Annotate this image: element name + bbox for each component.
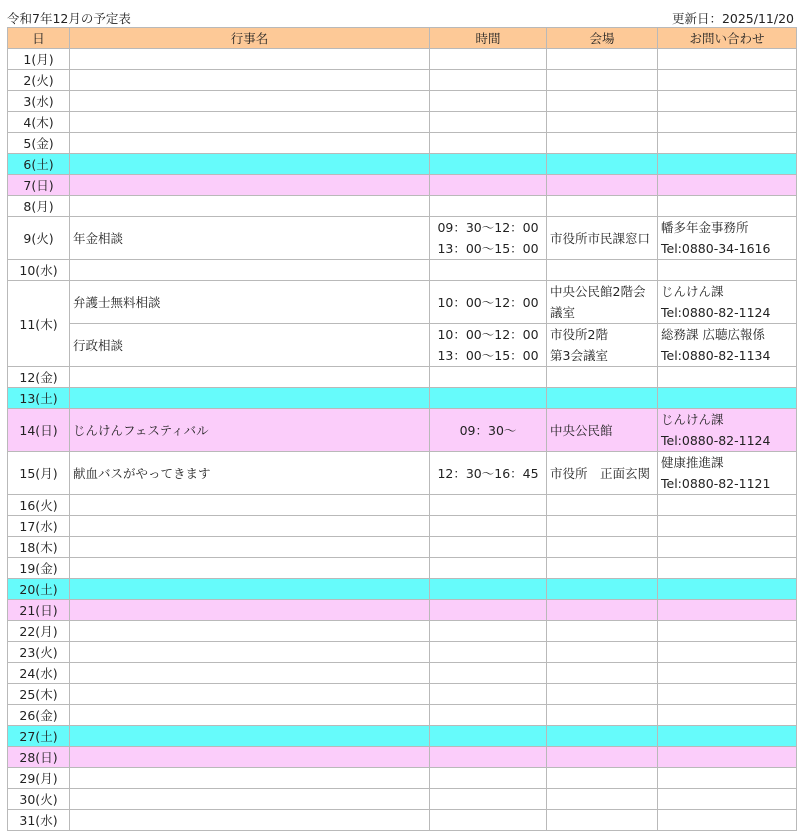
day-cell: 14(日)	[8, 409, 70, 452]
event-cell	[70, 49, 430, 70]
time-cell	[430, 133, 547, 154]
table-row-sunday	[8, 175, 797, 196]
table-row	[8, 642, 797, 663]
contact-cell	[658, 112, 797, 133]
contact-cell	[658, 579, 797, 600]
venue-cell: 中央公民館	[547, 409, 658, 452]
day-cell: 24(水)	[8, 663, 70, 684]
event-cell	[70, 726, 430, 747]
table-row-saturday	[8, 388, 797, 409]
table-row	[8, 91, 797, 112]
contact-line: 総務課 広聴広報係	[661, 327, 765, 342]
table-row	[8, 324, 797, 367]
venue-cell	[547, 558, 658, 579]
time-cell: 09：30～	[430, 409, 547, 452]
day-cell: 25(木)	[8, 684, 70, 705]
event-cell	[70, 789, 430, 810]
contact-cell	[658, 217, 797, 260]
day-cell: 27(土)	[8, 726, 70, 747]
table-row	[8, 537, 797, 558]
table-row-sunday	[8, 747, 797, 768]
table-row	[8, 49, 797, 70]
time-cell	[430, 684, 547, 705]
venue-line: 市役所2階	[550, 327, 608, 342]
event-cell	[70, 600, 430, 621]
venue-cell	[547, 768, 658, 789]
contact-line: 幡多年金事務所	[661, 220, 749, 235]
contact-cell	[658, 642, 797, 663]
table-row-saturday	[8, 154, 797, 175]
event-cell	[70, 91, 430, 112]
event-cell	[70, 175, 430, 196]
col-header-time: 時間	[430, 28, 547, 49]
contact-cell	[658, 154, 797, 175]
event-cell	[70, 621, 430, 642]
time-cell	[430, 789, 547, 810]
contact-line: 健康推進課	[661, 455, 724, 470]
day-cell: 9(火)	[8, 217, 70, 260]
time-cell	[430, 495, 547, 516]
time-cell	[430, 388, 547, 409]
venue-cell	[547, 705, 658, 726]
day-cell: 31(水)	[8, 810, 70, 831]
page-header	[0, 0, 800, 27]
day-cell: 28(日)	[8, 747, 70, 768]
table-row-saturday	[8, 579, 797, 600]
venue-cell	[547, 49, 658, 70]
venue-cell	[547, 810, 658, 831]
contact-cell	[658, 367, 797, 388]
contact-cell	[658, 558, 797, 579]
venue-cell	[547, 70, 658, 91]
day-cell: 26(金)	[8, 705, 70, 726]
contact-cell	[658, 747, 797, 768]
event-cell: 年金相談	[70, 217, 430, 260]
table-header-row	[8, 28, 797, 49]
venue-line: 中央公民館2階会	[550, 284, 646, 299]
day-cell: 15(月)	[8, 452, 70, 495]
event-cell	[70, 154, 430, 175]
time-cell	[430, 810, 547, 831]
contact-line: じんけん課	[661, 284, 724, 299]
day-cell: 29(月)	[8, 768, 70, 789]
day-cell: 13(土)	[8, 388, 70, 409]
event-cell	[70, 388, 430, 409]
col-header-event: 行事名	[70, 28, 430, 49]
table-row	[8, 684, 797, 705]
table-row	[8, 768, 797, 789]
venue-cell	[547, 154, 658, 175]
table-row	[8, 789, 797, 810]
time-line: 13：00～15：00	[437, 348, 539, 363]
contact-cell	[658, 409, 797, 452]
day-cell: 30(火)	[8, 789, 70, 810]
day-cell: 11(木)	[8, 281, 70, 367]
time-cell	[430, 91, 547, 112]
time-line: 09：30～12：00	[437, 220, 539, 235]
venue-cell	[547, 196, 658, 217]
time-cell: 12：30～16：45	[430, 452, 547, 495]
contact-cell	[658, 175, 797, 196]
day-cell: 22(月)	[8, 621, 70, 642]
table-row-sunday	[8, 409, 797, 452]
day-cell: 21(日)	[8, 600, 70, 621]
venue-line: 第3会議室	[550, 348, 608, 363]
contact-cell	[658, 810, 797, 831]
time-line: 10：00～12：00	[437, 327, 539, 342]
venue-cell	[547, 579, 658, 600]
venue-cell	[547, 112, 658, 133]
time-cell	[430, 367, 547, 388]
day-cell: 19(金)	[8, 558, 70, 579]
time-cell	[430, 49, 547, 70]
table-row	[8, 558, 797, 579]
event-cell	[70, 260, 430, 281]
venue-cell	[547, 367, 658, 388]
venue-cell	[547, 133, 658, 154]
event-cell	[70, 133, 430, 154]
event-cell	[70, 558, 430, 579]
time-cell	[430, 70, 547, 91]
contact-cell	[658, 388, 797, 409]
contact-line: Tel:0880-82-1134	[661, 348, 771, 363]
table-row	[8, 112, 797, 133]
table-row	[8, 367, 797, 388]
venue-cell: 市役所市民課窓口	[547, 217, 658, 260]
venue-cell	[547, 621, 658, 642]
table-row	[8, 516, 797, 537]
venue-cell	[547, 642, 658, 663]
table-row	[8, 70, 797, 91]
event-cell	[70, 367, 430, 388]
page-title: 令和7年12月の予定表	[7, 11, 131, 26]
day-cell: 6(土)	[8, 154, 70, 175]
table-row-saturday	[8, 726, 797, 747]
table-row	[8, 196, 797, 217]
contact-cell	[658, 684, 797, 705]
time-cell	[430, 154, 547, 175]
venue-cell	[547, 663, 658, 684]
table-row	[8, 260, 797, 281]
time-cell	[430, 217, 547, 260]
venue-cell	[547, 281, 658, 324]
col-header-day: 日	[8, 28, 70, 49]
table-row	[8, 452, 797, 495]
time-cell	[430, 516, 547, 537]
event-cell	[70, 810, 430, 831]
event-cell	[70, 705, 430, 726]
table-row	[8, 810, 797, 831]
contact-cell	[658, 621, 797, 642]
table-row	[8, 133, 797, 154]
event-cell	[70, 684, 430, 705]
event-cell: 献血バスがやってきます	[70, 452, 430, 495]
table-row	[8, 495, 797, 516]
venue-cell	[547, 175, 658, 196]
time-cell	[430, 196, 547, 217]
contact-line: Tel:0880-82-1124	[661, 433, 771, 448]
event-cell	[70, 112, 430, 133]
event-cell	[70, 495, 430, 516]
day-cell: 2(火)	[8, 70, 70, 91]
event-cell	[70, 70, 430, 91]
contact-cell	[658, 91, 797, 112]
event-cell	[70, 768, 430, 789]
event-cell	[70, 579, 430, 600]
time-cell	[430, 747, 547, 768]
time-cell	[430, 642, 547, 663]
col-header-contact: お問い合わせ	[658, 28, 797, 49]
contact-cell	[658, 495, 797, 516]
event-cell: じんけんフェスティバル	[70, 409, 430, 452]
table-row	[8, 217, 797, 260]
contact-line: Tel:0880-34-1616	[661, 241, 771, 256]
day-cell: 7(日)	[8, 175, 70, 196]
event-cell	[70, 516, 430, 537]
event-cell	[70, 196, 430, 217]
day-cell: 23(火)	[8, 642, 70, 663]
contact-cell	[658, 133, 797, 154]
time-cell	[430, 558, 547, 579]
time-cell	[430, 175, 547, 196]
contact-cell	[658, 705, 797, 726]
time-cell	[430, 726, 547, 747]
venue-line: 議室	[550, 305, 576, 320]
contact-cell	[658, 49, 797, 70]
contact-cell	[658, 260, 797, 281]
venue-cell	[547, 260, 658, 281]
time-cell	[430, 579, 547, 600]
contact-cell	[658, 537, 797, 558]
contact-cell	[658, 70, 797, 91]
event-cell	[70, 642, 430, 663]
venue-cell	[547, 516, 658, 537]
time-cell: 10：00～12：00	[430, 281, 547, 324]
event-cell	[70, 663, 430, 684]
table-row	[8, 705, 797, 726]
contact-cell	[658, 663, 797, 684]
venue-cell	[547, 684, 658, 705]
contact-cell	[658, 600, 797, 621]
time-line: 13：00～15：00	[437, 241, 539, 256]
table-row-sunday	[8, 600, 797, 621]
event-cell	[70, 747, 430, 768]
event-cell: 弁護士無料相談	[70, 281, 430, 324]
day-cell: 8(月)	[8, 196, 70, 217]
day-cell: 18(木)	[8, 537, 70, 558]
day-cell: 16(火)	[8, 495, 70, 516]
time-cell	[430, 621, 547, 642]
table-row	[8, 621, 797, 642]
table-row	[8, 663, 797, 684]
schedule-table	[7, 27, 797, 831]
day-cell: 12(金)	[8, 367, 70, 388]
time-cell	[430, 112, 547, 133]
table-row	[8, 281, 797, 324]
time-cell	[430, 260, 547, 281]
time-cell	[430, 705, 547, 726]
day-cell: 10(水)	[8, 260, 70, 281]
venue-cell	[547, 726, 658, 747]
contact-cell	[658, 516, 797, 537]
venue-cell	[547, 747, 658, 768]
venue-cell	[547, 324, 658, 367]
contact-cell	[658, 452, 797, 495]
contact-cell	[658, 726, 797, 747]
event-cell: 行政相談	[70, 324, 430, 367]
contact-cell	[658, 324, 797, 367]
day-cell: 20(土)	[8, 579, 70, 600]
day-cell: 3(水)	[8, 91, 70, 112]
venue-cell	[547, 600, 658, 621]
venue-cell	[547, 388, 658, 409]
venue-cell	[547, 537, 658, 558]
contact-cell	[658, 789, 797, 810]
day-cell: 4(木)	[8, 112, 70, 133]
venue-cell: 市役所 正面玄関	[547, 452, 658, 495]
venue-cell	[547, 91, 658, 112]
col-header-venue: 会場	[547, 28, 658, 49]
venue-cell	[547, 789, 658, 810]
day-cell: 5(金)	[8, 133, 70, 154]
time-cell	[430, 600, 547, 621]
time-cell	[430, 324, 547, 367]
day-cell: 17(水)	[8, 516, 70, 537]
contact-cell	[658, 281, 797, 324]
day-cell: 1(月)	[8, 49, 70, 70]
contact-line: じんけん課	[661, 412, 724, 427]
event-cell	[70, 537, 430, 558]
venue-cell	[547, 495, 658, 516]
contact-cell	[658, 768, 797, 789]
time-cell	[430, 537, 547, 558]
updated-date: 更新日：2025/11/20	[671, 11, 794, 26]
time-cell	[430, 663, 547, 684]
contact-line: Tel:0880-82-1124	[661, 305, 771, 320]
contact-cell	[658, 196, 797, 217]
contact-line: Tel:0880-82-1121	[661, 476, 771, 491]
time-cell	[430, 768, 547, 789]
